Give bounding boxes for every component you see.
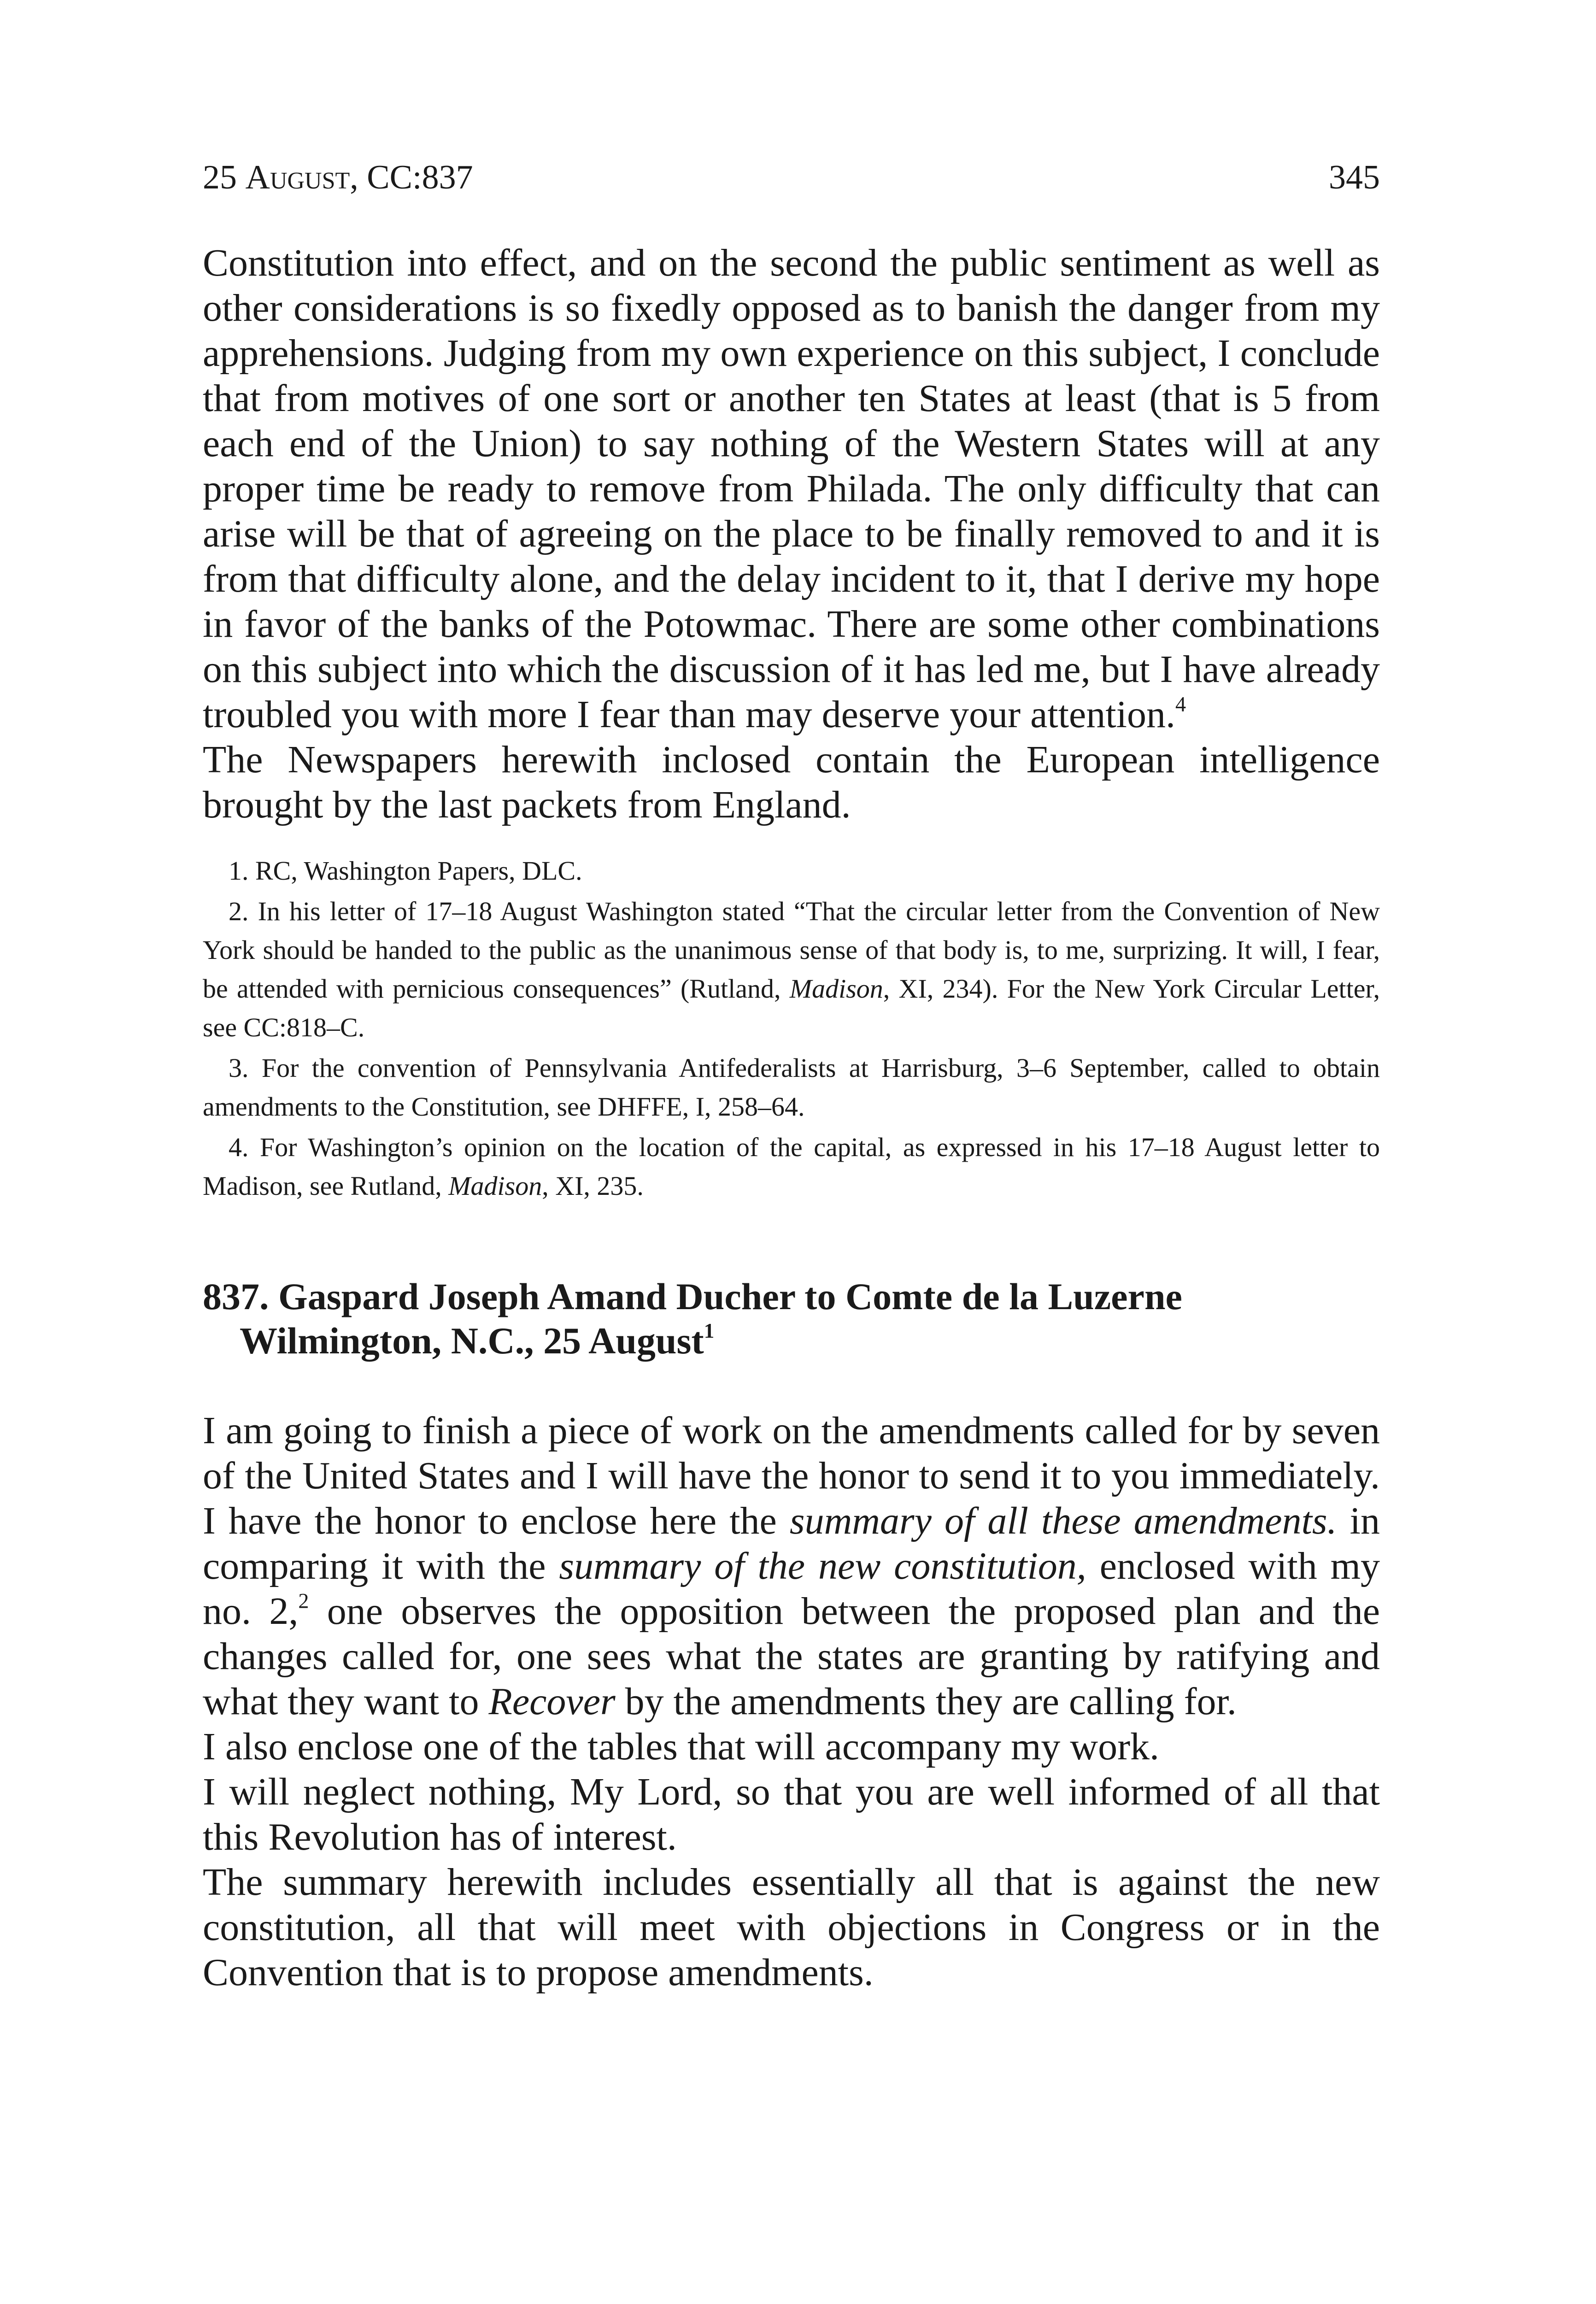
continued-paragraph-1-text: Constitution into effect, and on the second the public sentiment as well as other considerations is so fixedly opposed as to banish the danger from my apprehensions. Judging from my own experience on this subject, I conclude that from motives of one sort or another ten States at least (that is 5 from each end of the Union) to say nothing of the Western States will at any proper time be ready to remove from Philada. The only difficulty that can arise will be that of agreeing on the place to be finally removed to and it is from that difficulty alone, and the delay incident to it, that I derive my hope in favor of the banks of the Potowmac. There are some other combinations on this subject into which the discussion of it has led me, but I have already troubled you with more I fear than may deserve your attention. xyxy=(203,241,1380,736)
running-head-left xyxy=(203,160,473,194)
continued-letter xyxy=(203,241,1380,828)
footnote-2-text-a: 2. In his letter of 17–18 August Washington stated “That the circular letter from the Convention of New York should be handed to the public as the unanimous sense of that body is, to me, surprizing. It will, I fear, be attended with pernicious consequences” (Rutland, xyxy=(203,896,1380,1004)
letter-paragraph-2: I also enclose one of the tables that will accompany my work. xyxy=(203,1725,1160,1768)
footnote-ref-1: 1 xyxy=(704,1319,715,1343)
footnote-3: 3. For the convention of Pennsylvania Antifederalists at Harrisburg, 3–6 September, called to obtain amendments to the Constitution, see DHFFE, I, 258–64. xyxy=(203,1053,1380,1122)
footnote-2-italic: Madison xyxy=(789,974,883,1004)
running-head-month: August xyxy=(245,159,350,196)
footnote-2 xyxy=(203,892,1380,1047)
continued-paragraph-2: The Newspapers herewith inclosed contain the European intelligence brought by the last packets from England. xyxy=(203,738,1380,826)
letter-paragraph-1 xyxy=(203,1408,1380,1724)
document-heading-place-date: Wilmington, N.C., 25 August xyxy=(240,1320,704,1362)
running-head-date: 25 xyxy=(203,159,246,196)
document-heading-line-1: 837. Gaspard Joseph Amand Ducher to Comte de la Luzerne xyxy=(203,1275,1182,1317)
footnote-1: 1. RC, Washington Papers, DLC. xyxy=(229,856,582,886)
footnote-4 xyxy=(203,1128,1380,1205)
running-head xyxy=(203,160,1380,194)
document-heading xyxy=(203,1275,1380,1363)
footnote-2-text-b: , XI, 234). For the New York Circular Letter, see CC:818–C. xyxy=(203,974,1380,1042)
document-page xyxy=(203,160,1380,1995)
letter-p1-italic-3: Recover xyxy=(488,1680,616,1723)
page-number: 345 xyxy=(1329,159,1380,196)
continued-paragraph-1 xyxy=(203,241,1380,737)
document-heading-line-2 xyxy=(203,1319,1380,1363)
footnote-4-text-a: 4. For Washington’s opinion on the location of the capital, as expressed in his 17–18 August letter to Madison, see Rutland, xyxy=(203,1132,1380,1201)
letter-body xyxy=(203,1408,1380,1995)
letter-p1-italic-2: summary of the new constitution, xyxy=(559,1545,1086,1587)
footnotes xyxy=(203,852,1380,1205)
footnote-4-italic: Madison xyxy=(448,1171,542,1201)
letter-p1-text-e: by the amendments they are calling for. xyxy=(615,1680,1237,1723)
letter-paragraph-4: The summary herewith includes essentially all that is against the new constitution, all that will meet with objections in Congress or in the Convention that is to propose amendments. xyxy=(203,1861,1380,1994)
footnote-ref-2: 2 xyxy=(298,1589,309,1613)
footnote-ref-4: 4 xyxy=(1175,692,1186,716)
letter-p1-text-d: one observes the opposition between the proposed plan and the changes called for, one sees what the states are granting by ratifying and what they want to xyxy=(203,1590,1380,1723)
letter-p1-text-c: enclosed with my no. 2, xyxy=(203,1545,1380,1633)
letter-p1-text-a: I am going to finish a piece of work on the amendments called for by seven of the United States and I will have the honor to send it to you immediately. I have the honor to enclose here the xyxy=(203,1409,1380,1542)
letter-p1-text-b: in comparing it with the xyxy=(203,1499,1380,1587)
footnote-4-text-b: , XI, 235. xyxy=(542,1171,644,1201)
letter-paragraph-3: I will neglect nothing, My Lord, so that you are well informed of all that this Revolution has of interest. xyxy=(203,1770,1380,1858)
running-head-doc-ref: , CC:837 xyxy=(350,159,473,196)
letter-p1-italic-1: summary of all these amendments. xyxy=(789,1499,1337,1542)
